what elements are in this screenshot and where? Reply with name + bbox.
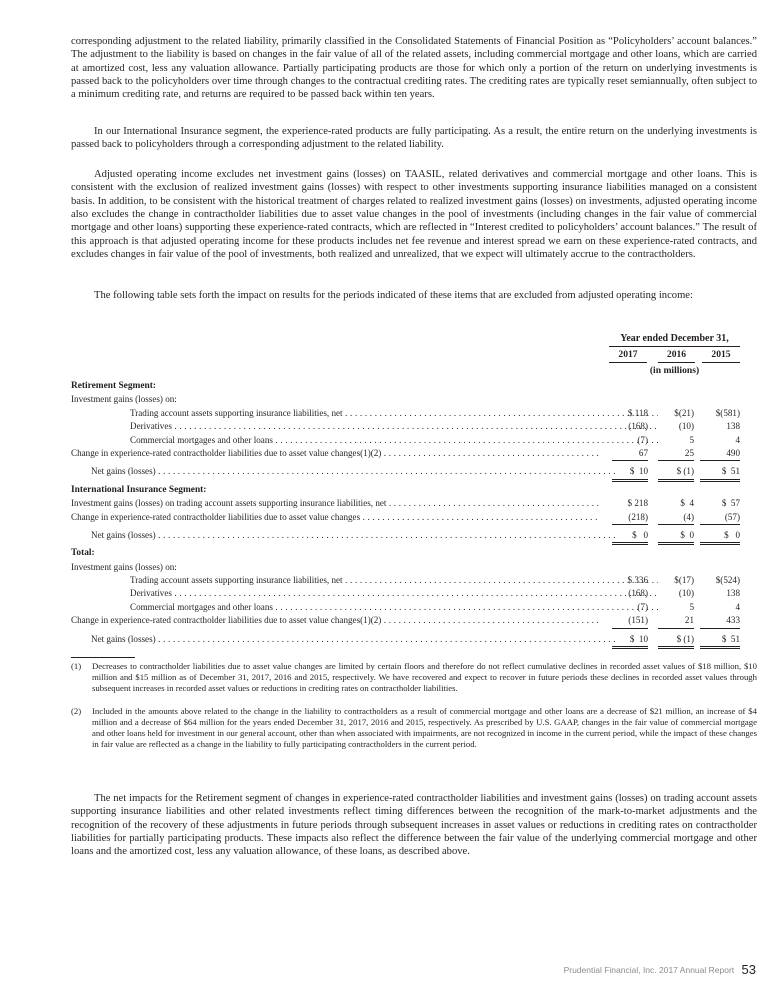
table-row: Change in experience-rated contractholder liabilities due to asset value changes . . . (218) (4) (57) [71,511,757,524]
section-heading-international: International Insurance Segment: [71,484,207,495]
table-row: Trading account assets supporting insurance liabilities, net . . . $ 336 $(17) $(524) [71,574,757,587]
table-header [71,331,757,380]
page-footer [564,962,756,977]
table-row: Derivatives . . . (168) (10) 138 [71,420,757,433]
subheading-row: Investment gains (losses) on: [71,561,177,572]
table-row: Commercial mortgages and other loans . . . (7) 5 4 [71,601,757,614]
column-header-2016: 2016 [658,348,695,363]
subheading-row: Investment gains (losses) on: [71,394,177,405]
table-row: Commercial mortgages and other loans . . . (7) 5 4 [71,434,757,447]
publication-title: Prudential Financial, Inc. 2017 Annual Report [563,965,735,975]
units-header: (in millions) [649,365,700,376]
page-number: 53 [741,962,756,977]
paragraph-net-impacts: The net impacts for the Retirement segment of changes in experience-rated contractholder liabilities and investment gains (losses) on trading account assets supporting insurance liabilities and other related investments reflect timing differences between the recognition of the mark-to-market adjustments and the recognition of the recovery of these adjustments in future periods through subsequent increases in asset values or reductions in crediting rates on contractholder liabilities for partially participating products. These impacts also reflect the difference between the fair value of the underlying commercial mortgage and other loans and the amortized cost, less any valuation allowance, of these loans, as described above. [71,793,757,858]
footnote-divider [71,657,135,658]
footnote-2 [71,706,757,750]
footnote-text: Included in the amounts above related to the change in the liability to contractholders as a result of commercial mortgage and other loans are a decrease of $21 million, an increase of $4 million and a decrease of $64 million for the years ended December 31, 2017, 2016 and 2015, respectively. As prescribed by U.S. GAAP, changes in the fair value of commercial mortgage and other loans held for investment in our general account, other than when associated with impairments, are not recognized in income in the current period, while the impact of these changes in fair value are reflected as a change in the liability to fully participating contractholders in the current period. [92,706,757,750]
table-row: Change in experience-rated contractholder liabilities due to asset value changes(1)(2) . . . (151) 21 433 [71,614,757,627]
column-header-2017: 2017 [609,348,647,363]
period-header: Year ended December 31, [609,331,740,347]
net-gains-row-international: Net gains (losses) . . . $ 0 $ 0 $ 0 [71,529,757,542]
paragraph-adjusted-operating-income: Adjusted operating income excludes net investment gains (losses) on TAASIL, related derivatives and commercial mortgage and other loans. This is consistent with the exclusion of realized investment gains (losses) with respect to other investments supporting insurance liabilities managed on a consistent basis. In addition, to be consistent with the historical treatment of charges related to realized investment gains (losses) on investments, adjusted operating income also excludes the change in contractholder liabilities due to asset value changes in the pool of investments (including changes in the fair value of commercial mortgage and other loans) supporting these experience-rated contracts, which are reflected in “Interest credited to policyholders’ account balances.” The result of this approach is that adjusted operating income for these products includes net fee revenue and interest spread we earn on these experience-rated contracts, and excludes changes in fair value of the pool of investments, both realized and unrealized, that we expect will ultimately accrue to the contractholders. [71,169,757,261]
paragraph-policyholder-liability: corresponding adjustment to the related liability, primarily classified in the Consolidated Statements of Financial Position as “Policyholders’ account balances.” The adjustment to the liability is based on changes in the fair value of all of the related assets, including commercial mortgage and other loans, which are carried at amortized cost, less any valuation allowance. Partially participating products are those for which only a portion of the return on underlying investments is passed back to the policyholders over time through changes to the contractual crediting rates. The crediting rates are typically reset semiannually, often subject to a minimum crediting rate, and returns are required to be passed back within ten years. [71,36,757,101]
table-row: Derivatives . . . (168) (10) 138 [71,587,757,600]
footnote-1 [71,661,757,694]
table-row: Investment gains (losses) on trading account assets supporting insurance liabilities, net . . . $ 218 $ 4 $ 57 [71,497,757,510]
footnote-text: Decreases to contractholder liabilities due to asset value changes are limited by certain floors and therefore do not reflect cumulative declines in recorded asset values of $18 million, $10 million and $15 million as of December 31, 2017, 2016 and 2015, respectively. We have recovered and expect to recover in future periods these declines in recorded asset values through subsequent increases in recorded asset values or reductions in crediting rates on contractholder liabilities. [92,661,757,694]
paragraph-international-insurance: In our International Insurance segment, the experience-rated products are fully participating. As a result, the entire return on the underlying investments is passed back to policyholders through a corresponding adjustment to the related liability. [71,126,757,151]
excluded-items-table [71,331,757,646]
table-row: Trading account assets supporting insurance liabilities, net . . . $ 118 $(21) $(581) [71,407,757,420]
section-heading-retirement: Retirement Segment: [71,381,156,391]
paragraph-table-intro: The following table sets forth the impact on results for the periods indicated of these items that are excluded from adjusted operating income: [94,290,693,301]
table-row: Change in experience-rated contractholder liabilities due to asset value changes(1)(2) . . . 67 25 490 [71,447,757,460]
net-gains-row-total: Net gains (losses) . . . $ 10 $ (1) $ 51 [71,633,757,646]
section-heading-total: Total: [71,548,95,559]
net-gains-row-retirement: Net gains (losses) . . . $ 10 $ (1) $ 51 [71,465,757,478]
footnote-marker: (1) [71,661,82,671]
column-header-2015: 2015 [702,348,740,363]
footnote-marker: (2) [71,706,82,716]
